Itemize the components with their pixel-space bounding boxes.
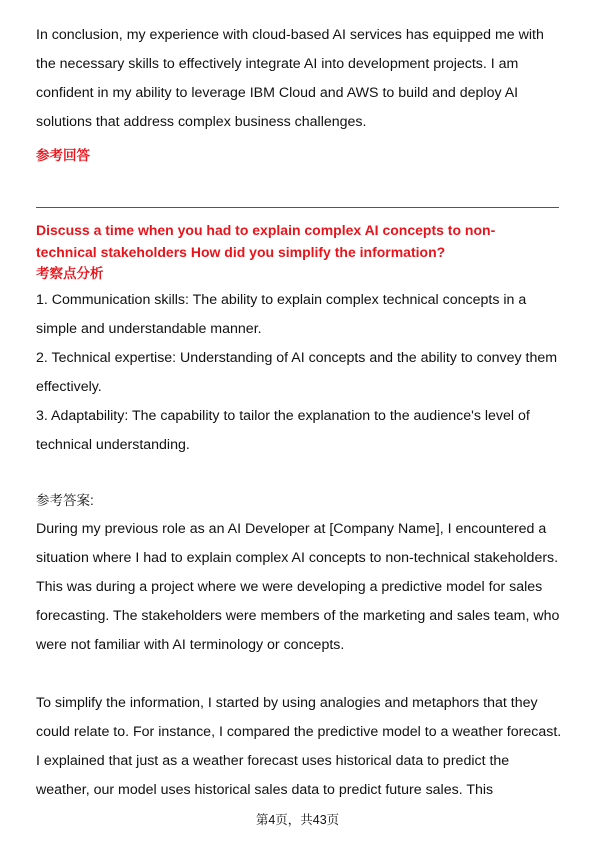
analysis-point-3: 3. Adaptability: The capability to tailor the explanation to the audience's level of technical understanding. xyxy=(36,408,530,453)
section-divider xyxy=(36,207,559,208)
answer-label: 参考答案: xyxy=(36,493,94,508)
question-heading: Discuss a time when you had to explain complex AI concepts to non-technical stakeholders How did you simplify the information? xyxy=(36,222,496,260)
page-footer: 第4页，共43页 xyxy=(255,813,340,827)
analysis-points xyxy=(36,286,562,460)
analysis-heading: 考察点分析 xyxy=(36,266,104,281)
answer-paragraph-1: During my previous role as an AI Developer at [Company Name], I encountered a situation where I had to explain complex AI concepts to non-technical stakeholders. This was during a project where we were developing a predictive model for sales forecasting. The stakeholders were members of the marketing and sales team, who were not familiar with AI terminology or concepts. xyxy=(36,521,560,653)
conclusion-paragraph: In conclusion, my experience with cloud-based AI services has equipped me with the necessary skills to effectively integrate AI into development projects. I am confident in my ability to leverage IBM Cloud and AWS to build and deploy AI solutions that address complex business challenges. xyxy=(36,27,544,130)
analysis-point-1: 1. Communication skills: The ability to explain complex technical concepts in a simple and understandable manner. xyxy=(36,292,527,337)
analysis-point-2: 2. Technical expertise: Understanding of AI concepts and the ability to convey them effectively. xyxy=(36,350,558,395)
reference-answer-heading: 参考回答 xyxy=(36,148,90,163)
answer-paragraph-2: To simplify the information, I started by using analogies and metaphors that they could relate to. For instance, I compared the predictive model to a weather forecast. I explained that just as a weather forecast uses historical data to predict the weather, our model uses historical sales data to predict future sales. This xyxy=(36,695,562,798)
